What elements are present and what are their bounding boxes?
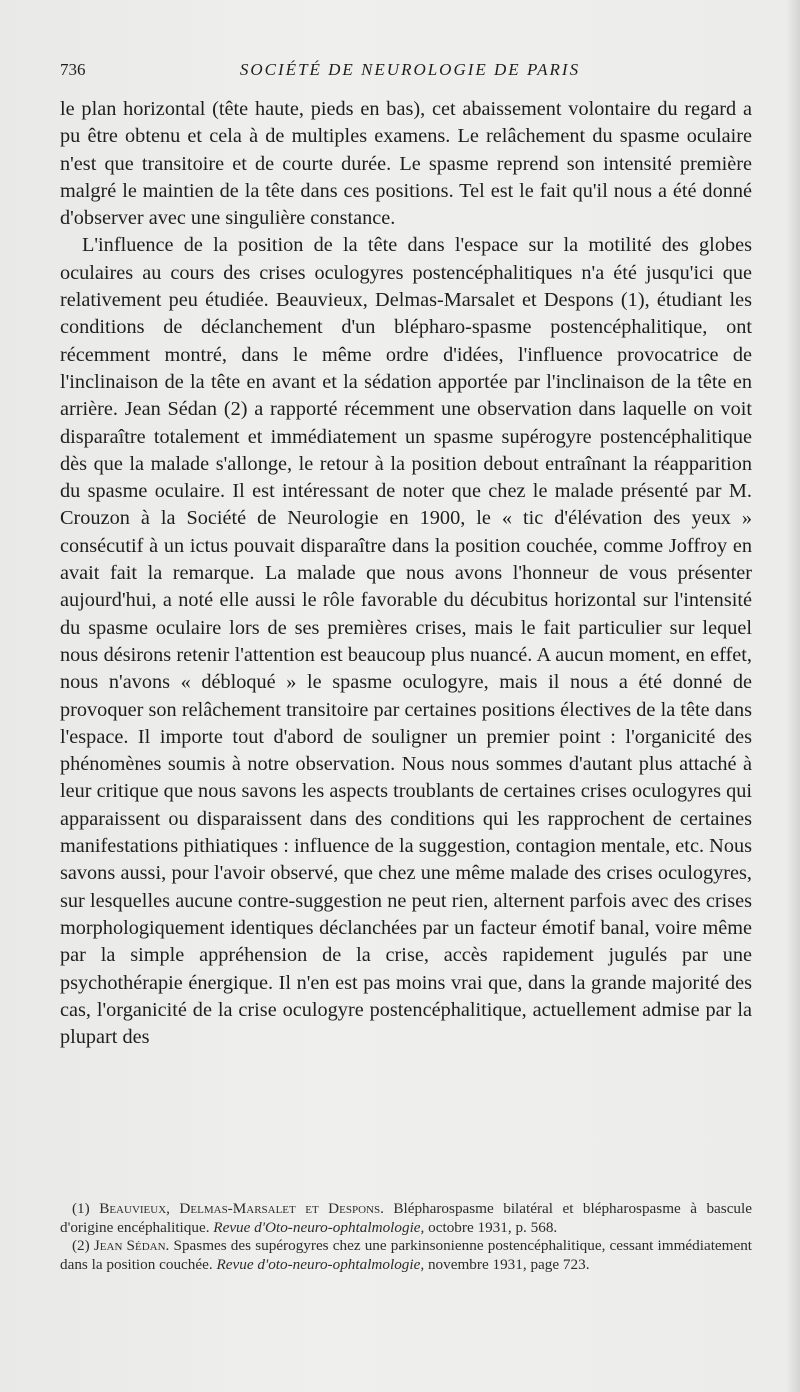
footnote-title: Blépharospasme bilatéral et blépharospasme à bascule d'origine encéphalitique. xyxy=(60,1200,752,1236)
paragraph-1: le plan horizontal (tête haute, pieds en bas), cet abaissement volontaire du regard a pu être obtenu et cela à de multiples examens. Le relâchement du spasme oculaire n'est que transitoire et de courte durée. Le spasme reprend son intensité première malgré le maintien de la tête dans ces positions. Tel est le fait qu'il nous a été donné d'observer avec une singulière constance. xyxy=(60,98,752,230)
page-edge-shadow xyxy=(786,0,800,1392)
footnote-reference: novembre 1931, page 723. xyxy=(427,1255,590,1273)
footnote-journal: Revue d'oto-neuro-ophtalmologie, xyxy=(216,1255,425,1273)
paragraph-2: L'influence de la position de la tête dans l'espace sur la motilité des globes oculaires au cours des crises oculogyres postencéphalitiques n'a été jusqu'ici que relativement peu étudiée. Beauvieux, Delmas-Marsalet et Despons (1), étudiant les conditions de déclanchement d'un blépharo-spasme postencéphalitique, ont récemment montré, dans le même ordre d'idées, l'influence provocatrice de l'inclinaison de la tête en avant et la sédation apportée par l'inclinaison de la tête en arrière. Jean Sédan (2) a rapporté récemment une observation dans laquelle on voit disparaître totalement et immédiatement un spasme supérogyre postencéphalitique dès que la malade s'allonge, le retour à la position debout entraînant la réapparition du spasme oculaire. Il est intéressant de noter que chez le malade présenté par M. Crouzon à la Société de Neurologie en 1900, le « tic d'élévation des yeux » consécutif à un ictus pouvait disparaître dans la position couchée, comme Joffroy en avait fait la remarque. La malade que nous avons l'honneur de vous présenter aujourd'hui, a noté elle aussi le rôle favorable du décubitus horizontal sur l'intensité du spasme oculaire lors de ses premières crises, mais le fait particulier sur lequel nous désirons retenir l'attention est beaucoup plus nuancé. A aucun moment, en effet, nous n'avons « débloqué » le spasme oculogyre, mais il nous a été donné de provoquer son relâchement transitoire par certaines positions électives de la tête dans l'espace. Il importe tout d'abord de souligner un premier point : l'organicité des phénomènes soumis à notre observation. Nous nous sommes d'autant plus attaché à leur critique que nous savons les aspects troublants de certaines crises oculogyres qui apparaissent ou disparaissent dans des conditions qui les rapprochent de certaines manifestations pithiatiques : influence de la suggestion, contagion mentale, etc. Nous savons aussi, pour l'avoir observé, que chez une même malade des crises oculogyres, sur lesquelles aucune contre-suggestion ne peut rien, alternent parfois avec des crises morphologiquement identiques déclanchées par un facteur émotif banal, voire même par la simple appréhension de la crise, accès rapidement jugulés par une psychothérapie énergique. Il n'en est pas moins vrai que, dans la grande majorité des cas, l'organicité de la crise oculogyre postencéphalitique, actuellement admise par la plupart des xyxy=(60,234,752,1049)
running-head: SOCIÉTÉ DE NEUROLOGIE DE PARIS xyxy=(239,60,581,79)
page-number: 736 xyxy=(60,60,86,79)
footnote-marker: (2) xyxy=(72,1237,90,1254)
footnote-authors: Jean Sédan. xyxy=(93,1237,170,1254)
footnote-1 xyxy=(60,1200,752,1237)
footnote-journal: Revue d'Oto-neuro-ophtalmologie, xyxy=(213,1218,425,1236)
footnote-authors: Beauvieux, Delmas-Marsalet et Despons. xyxy=(99,1200,384,1217)
page-header xyxy=(60,60,760,86)
footnotes xyxy=(60,1200,752,1274)
footnote-title: Spasmes des supérogyres chez une parkinsonienne postencéphalitique, cessant immédiatement dans la position couchée. xyxy=(60,1237,753,1273)
footnote-2 xyxy=(60,1237,752,1274)
body-text xyxy=(60,96,752,1051)
footnote-reference: octobre 1931, p. 568. xyxy=(428,1218,558,1236)
footnote-marker: (1) xyxy=(72,1200,90,1217)
